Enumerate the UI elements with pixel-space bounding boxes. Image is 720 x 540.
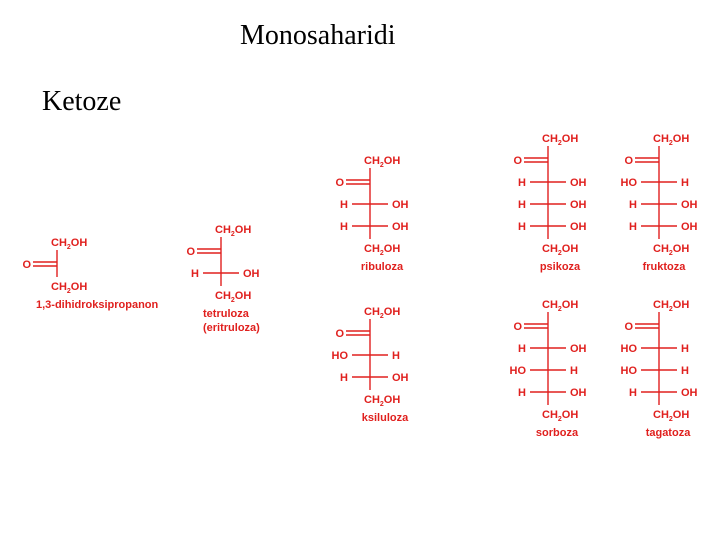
page-title: Monosaharidi xyxy=(240,20,396,51)
right-substituent: OH xyxy=(570,387,587,399)
right-substituent: OH xyxy=(681,221,698,233)
left-substituent: HO xyxy=(331,350,348,362)
carbonyl-oxygen-label: O xyxy=(22,259,31,271)
left-substituent: H xyxy=(518,221,526,233)
carbonyl-oxygen-label: O xyxy=(513,321,522,333)
top-ch2oh-label: $CH_2OH$ xyxy=(542,133,579,147)
molecule-dihydroxyacetone xyxy=(22,237,158,311)
left-substituent: H xyxy=(629,387,637,399)
bottom-ch2oh-label: $CH_2OH$ xyxy=(364,394,401,408)
molecule-name: ksiluloza xyxy=(361,412,409,424)
bottom-ch2oh-label: $CH_2OH$ xyxy=(542,243,579,257)
molecule-ribuloza xyxy=(335,155,408,273)
section-title: Ketoze xyxy=(42,86,122,117)
bottom-ch2oh-label: $CH_2OH$ xyxy=(653,409,690,423)
right-substituent: OH xyxy=(681,387,698,399)
left-substituent: H xyxy=(518,177,526,189)
left-substituent: H xyxy=(629,221,637,233)
left-substituent: H xyxy=(340,221,348,233)
right-substituent: H xyxy=(681,343,689,355)
left-substituent: HO xyxy=(620,343,637,355)
left-substituent: HO xyxy=(620,365,637,377)
left-substituent: HO xyxy=(620,177,637,189)
carbonyl-oxygen-label: O xyxy=(624,321,633,333)
right-substituent: OH xyxy=(392,221,409,233)
right-substituent: H xyxy=(392,350,400,362)
carbonyl-oxygen-label: O xyxy=(624,155,633,167)
top-ch2oh-label: $CH_2OH$ xyxy=(653,299,690,313)
top-ch2oh-label: $CH_2OH$ xyxy=(364,155,401,169)
left-substituent: H xyxy=(518,199,526,211)
right-substituent: OH xyxy=(570,199,587,211)
bottom-ch2oh-label: $CH_2OH$ xyxy=(364,243,401,257)
molecule-tetruloza xyxy=(186,224,260,334)
molecule-ksiluloza xyxy=(332,306,410,424)
right-substituent: H xyxy=(570,365,578,377)
carbonyl-oxygen-label: O xyxy=(513,155,522,167)
molecule-name: tetruloza xyxy=(203,308,249,320)
molecule-name: sorboza xyxy=(535,427,579,439)
bottom-ch2oh-label: $CH_2OH$ xyxy=(51,281,88,295)
right-substituent: OH xyxy=(681,199,698,211)
bottom-ch2oh-label: $CH_2OH$ xyxy=(653,243,690,257)
bottom-ch2oh-label: $CH_2OH$ xyxy=(215,290,252,304)
left-substituent: HO xyxy=(509,365,526,377)
carbonyl-oxygen-label: O xyxy=(335,177,344,189)
right-substituent: H xyxy=(681,365,689,377)
right-substituent: OH xyxy=(570,343,587,355)
carbonyl-oxygen-label: O xyxy=(186,246,195,258)
bottom-ch2oh-label: $CH_2OH$ xyxy=(542,409,579,423)
right-substituent: OH xyxy=(570,221,587,233)
right-substituent: OH xyxy=(392,372,409,384)
molecule-fruktoza xyxy=(621,133,698,273)
left-substituent: H xyxy=(340,372,348,384)
molecule-psikoza xyxy=(513,133,586,273)
top-ch2oh-label: $CH_2OH$ xyxy=(215,224,252,238)
right-substituent: H xyxy=(681,177,689,189)
left-substituent: H xyxy=(518,343,526,355)
left-substituent: H xyxy=(518,387,526,399)
top-ch2oh-label: $CH_2OH$ xyxy=(51,237,88,251)
left-substituent: H xyxy=(340,199,348,211)
top-ch2oh-label: $CH_2OH$ xyxy=(542,299,579,313)
molecule-name: fruktoza xyxy=(642,261,686,273)
molecule-sorboza xyxy=(510,299,587,439)
left-substituent: H xyxy=(191,268,199,280)
molecule-name: psikoza xyxy=(539,261,581,273)
molecule-name: ribuloza xyxy=(360,261,404,273)
right-substituent: OH xyxy=(570,177,587,189)
molecule-name: 1,3-dihidroksipropanon xyxy=(36,299,159,311)
top-ch2oh-label: $CH_2OH$ xyxy=(653,133,690,147)
molecule-tagatoza xyxy=(621,299,698,439)
right-substituent: OH xyxy=(243,268,260,280)
right-substituent: OH xyxy=(392,199,409,211)
molecule-name: tagatoza xyxy=(645,427,691,439)
carbonyl-oxygen-label: O xyxy=(335,328,344,340)
left-substituent: H xyxy=(629,199,637,211)
molecule-name: (eritruloza) xyxy=(203,322,260,334)
top-ch2oh-label: $CH_2OH$ xyxy=(364,306,401,320)
